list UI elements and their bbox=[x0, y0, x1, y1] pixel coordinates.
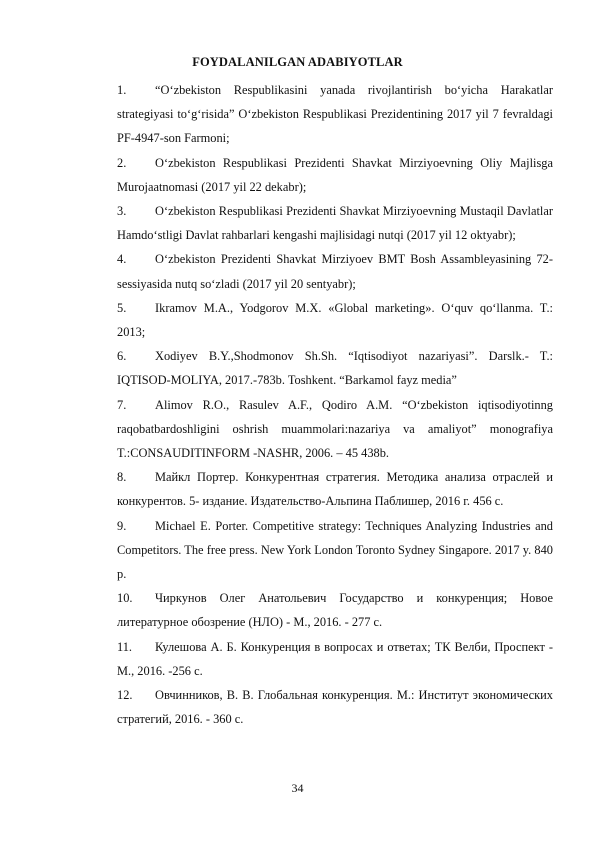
reference-number: 8. bbox=[117, 470, 127, 485]
reference-item bbox=[117, 586, 553, 634]
reference-text: Ikramov M.A., Yodgorov M.X. «Global marketing». O‘quv qo‘llanma. T.: 2013; bbox=[117, 300, 553, 340]
reference-item bbox=[117, 151, 553, 199]
reference-item bbox=[117, 199, 553, 247]
reference-text: Alimov R.O., Rasulev A.F., Qodiro A.M. “O‘zbekiston iqtisodiyotinng raqobatbardoshligini oshrish muammolari:nazariya va amaliyot” monografiya T.:CONSAUDITINFORM -NASHR, 2006. – 45 438b. bbox=[117, 397, 553, 461]
reference-item bbox=[117, 344, 553, 392]
reference-item bbox=[117, 78, 553, 151]
reference-text: O‘zbekiston Respublikasi Prezidenti Shavkat Mirziyoevning Oliy Majlisga Murojaatnomasi (2017 yil 22 dekabr); bbox=[117, 155, 553, 194]
reference-item bbox=[117, 296, 553, 344]
reference-number: 1. bbox=[117, 83, 127, 97]
reference-text: “O‘zbekiston Respublikasini yanada rivojlantirish bo‘yicha Harakatlar strategiyasi to‘g‘risida” O‘zbekiston Respublikasi Prezidentining 2017 yil 7 fevraldagi PF-4947-son Farmoni; bbox=[117, 83, 553, 146]
reference-text: Кулешова А. Б. Конкуренция в вопросах и ответах; ТК Велби, Проспект - М., 2016. -256 c. bbox=[117, 639, 553, 678]
reference-number: 6. bbox=[117, 349, 127, 364]
reference-item bbox=[117, 465, 553, 513]
reference-number: 7. bbox=[117, 397, 127, 412]
reference-text: O‘zbekiston Respublikasi Prezidenti Shavkat Mirziyoevning Mustaqil Davlatlar Hamdo‘stligi Davlat rahbarlari kengashi majlisidagi nutqi (2017 yil 12 oktyabr); bbox=[117, 204, 553, 243]
reference-item bbox=[117, 683, 553, 731]
reference-number: 4. bbox=[117, 252, 127, 267]
page-number: 34 bbox=[291, 781, 304, 795]
reference-number: 12. bbox=[117, 688, 133, 703]
reference-number: 10. bbox=[117, 591, 133, 606]
reference-number: 2. bbox=[117, 155, 127, 170]
reference-text: Xodiyev B.Y.,Shodmonov Sh.Sh. “Iqtisodiyot nazariyasi”. Darslk.- T.: IQTISOD-MOLIYA, 2017.-783b. Toshkent. “Barkamol fayz media” bbox=[117, 349, 553, 388]
reference-text: Овчинников, В. В. Глобальная конкуренция. М.: Институт экономических стратегий, 2016. - 360 c. bbox=[117, 688, 553, 727]
reference-item bbox=[117, 393, 553, 466]
reference-text: O‘zbekiston Prezidenti Shavkat Mirziyoev BMT Bosh Assambleyasining 72-sessiyasida nutq so‘zladi (2017 yil 20 sentyabr); bbox=[117, 252, 553, 291]
reference-number: 9. bbox=[117, 518, 127, 533]
reference-text: Michael E. Porter. Competitive strategy: Techniques Analyzing Industries and Competitors. The free press. New York London Toronto Sydney Singapore. 2017 y. 840 p. bbox=[117, 518, 553, 582]
reference-list bbox=[117, 78, 553, 731]
reference-item bbox=[117, 514, 553, 587]
reference-text: Чиркунов Олег Анатольевич Государство и конкуренция; Новое литературное обозрение (НЛО) - М., 2016. - 277 c. bbox=[117, 591, 553, 630]
reference-text: Майкл Портер. Конкурентная стратегия. Методика анализа отраслей и конкурентов. 5- издание. Издательство-Альпина Паблишер, 2016 г. 456 c. bbox=[117, 470, 553, 509]
reference-item bbox=[117, 247, 553, 295]
reference-number: 5. bbox=[117, 300, 127, 315]
reference-number: 11. bbox=[117, 639, 133, 654]
reference-number: 3. bbox=[117, 204, 127, 219]
page-title: FOYDALANILGAN ADABIYOTLAR bbox=[192, 55, 403, 69]
reference-item bbox=[117, 635, 553, 683]
